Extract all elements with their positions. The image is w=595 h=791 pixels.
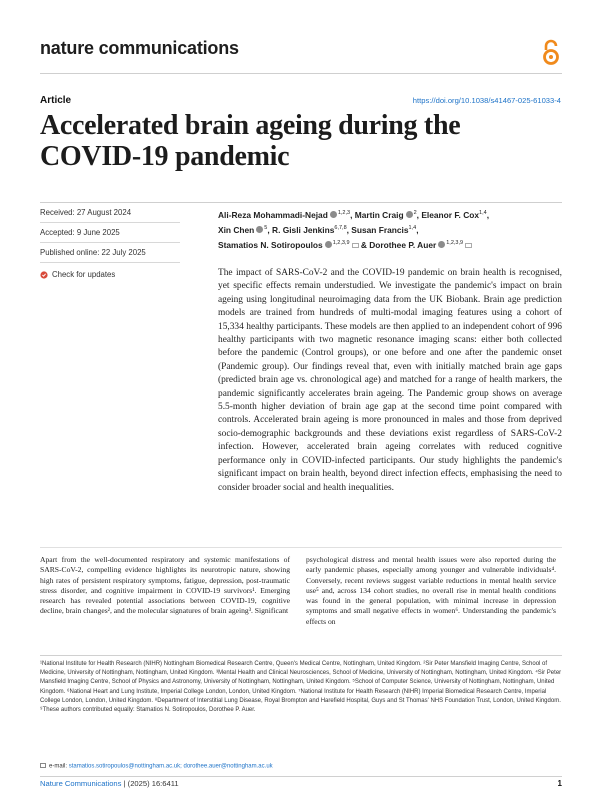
doi-link[interactable]: https://doi.org/10.1038/s41467-025-61033-4 [412,96,561,105]
meta-divider [40,202,562,203]
orcid-icon[interactable] [325,241,332,248]
header-divider [40,73,562,74]
orcid-icon[interactable] [330,211,337,218]
open-access-icon [540,38,562,66]
meta-rule [40,262,180,263]
affiliations: ¹National Institute for Health Research (NIHR) Nottingham Biomedical Research Centre, Queen's Medical Centre, Nottingham, United Kingdom. ²Sir Peter Mansfield Imaging Centre, School of Medicine, University of Nottingham, Nottingham, United Kingdom. ³Mental Health and Clinical Neurosciences, School of Medicine, University of Nottingham, Nottingham, United Kingdom. ⁴Sir Peter Mansfield Imaging Centre, School of Physics and Astronomy, University of Nottingham, Nottingham, United Kingdom. ⁵School of Computer Science, University of Nottingham, Nottingham, United Kingdom. ⁶National Heart and Lung Institute, Imperial College London, London, United Kingdom. ⁷National Institute for Health Research (NIHR) Imperial Biomedical Research Centre, Imperial College London, London, United Kingdom. ⁸Department of Interstitial Lung Disease, Royal Brompton and Harefield Hospital, Guys and St Thomas' NHS Foundation Trust, London, United Kingdom. ⁹These authors contributed equally: Stamatios N. Sotiropoulos, Dorothee P. Auer. [40,661,562,714]
accepted-date: Accepted: 9 June 2025 [40,228,120,237]
received-date: Received: 27 August 2024 [40,208,132,217]
body-text-right: psychological distress and mental health issues were also reported during the early pandemic phases, especially among younger and vulnerable individuals⁴. Conversely, recent reviews suggest variable reductions in mental health service use⁵ and, across 134 cohort studies, no overall rise in mental health conditions was found in the general population, with minimal increase in depression symptoms and small negative effects in women⁶. Understanding the pandemic's effects on [306,555,556,626]
email-icon[interactable] [465,243,472,248]
footer-citation: Nature Communications | (2025) 16:6411 [40,779,179,788]
orcid-icon[interactable] [438,241,445,248]
email-icon [40,763,46,768]
author[interactable]: Ali-Reza Mohammadi-Nejad $^{1,2,3}$ [218,209,351,220]
article-type: Article [40,95,72,106]
check-updates-icon [40,271,48,279]
author-list: Ali-Reza Mohammadi-Nejad $^{1,2,3}$, Martin Craig $^2$, Eleanor F. Cox$^{1,4}$, Xin Chen $^5$, R. Gisli Jenkins$^{6,7,8}$, Susan Francis$^{1,4}$, Stamatios N. Sotiropoulos $^{1,2,3,9}$ & Dorothee P. Auer $^{1,2,3,9}$ [218,209,490,250]
affiliation-divider [40,655,562,656]
abstract: The impact of SARS-CoV-2 and the COVID-19 pandemic on brain health is recognised, yet specific effects remain understudied. We investigate the pandemic's impact on brain ageing using longitudinal neuroimaging data from the UK Biobank. Brain age prediction models are trained from hundreds of multi-modal imaging features using a cohort of 15,334 healthy participants. These models are then applied to an independent cohort of 996 healthy participants with two magnetic resonance imaging scans: either both collected before the pandemic (Control groups), or one before and one after the pandemic onset (Pandemic group). Our findings reveal that, even with initially matched brain age gaps (predicted brain age vs. chronological age) and matched for a range of health markers, the pandemic significantly accelerates brain ageing. The Pandemic group shows on average 5.5-month higher deviation of brain age gap at the second time point compared with controls. Accelerated brain ageing is more pronounced in males and those from deprived socio-demographic backgrounds and these deviations exist regardless of SARS-CoV-2 infection. However, accelerated brain ageing correlates with reduced cognitive performance only in COVID-infected participants. Our study highlights the pandemic's significant impact on brain health, beyond direct infection effects, emphasising the need to consider broader social and health inequalities. [218,268,562,493]
author[interactable]: Xin Chen $^5$ [218,224,268,235]
author[interactable]: & Dorothee P. Auer $^{1,2,3,9}$ [361,240,472,250]
corresponding-email: e-mail: stamatios.sotiropoulos@nottingham.ac.uk; dorothee.auer@nottingham.ac.uk [40,763,273,770]
check-for-updates-label: Check for updates [52,270,116,279]
author[interactable]: Martin Craig $^2$ [354,209,417,220]
check-for-updates-link[interactable] [40,270,115,279]
email-addresses[interactable]: stamatios.sotiropoulos@nottingham.ac.uk; dorothee.auer@nottingham.ac.uk [68,763,273,770]
email-icon[interactable] [352,243,359,248]
author[interactable]: Eleanor F. Cox$^{1,4}$ [421,209,487,220]
meta-rule [40,222,180,223]
meta-rule [40,242,180,243]
author[interactable]: Stamatios N. Sotiropoulos $^{1,2,3,9}$ [218,240,359,250]
footer-divider [40,776,562,777]
published-date: Published online: 22 July 2025 [40,248,146,257]
author[interactable]: Susan Francis$^{1,4}$ [351,224,417,235]
page-number: 1 [557,779,562,788]
article-title: Accelerated brain ageing during the COVID-19 pandemic [40,110,461,172]
orcid-icon[interactable] [256,226,263,233]
journal-name[interactable]: nature communications [40,38,239,58]
orcid-icon[interactable] [406,211,413,218]
body-text-left: Apart from the well-documented respiratory and systemic manifestations of SARS-CoV-2, compelling evidence highlights its neurotropic nature, showing high rates of persistent respiratory symptoms, fatigue, depression, post-traumatic stress disorder, and cognitive impairment in COVID-19 survivors¹. Emerging research has revealed potential associations between COVID-19, cognitive decline, brain changes², and the molecular signatures of brain ageing³. Significant [40,555,290,616]
body-divider [40,547,562,548]
footer-journal-link[interactable]: Nature Communications [40,779,122,788]
author[interactable]: R. Gisli Jenkins$^{6,7,8}$ [272,224,347,235]
